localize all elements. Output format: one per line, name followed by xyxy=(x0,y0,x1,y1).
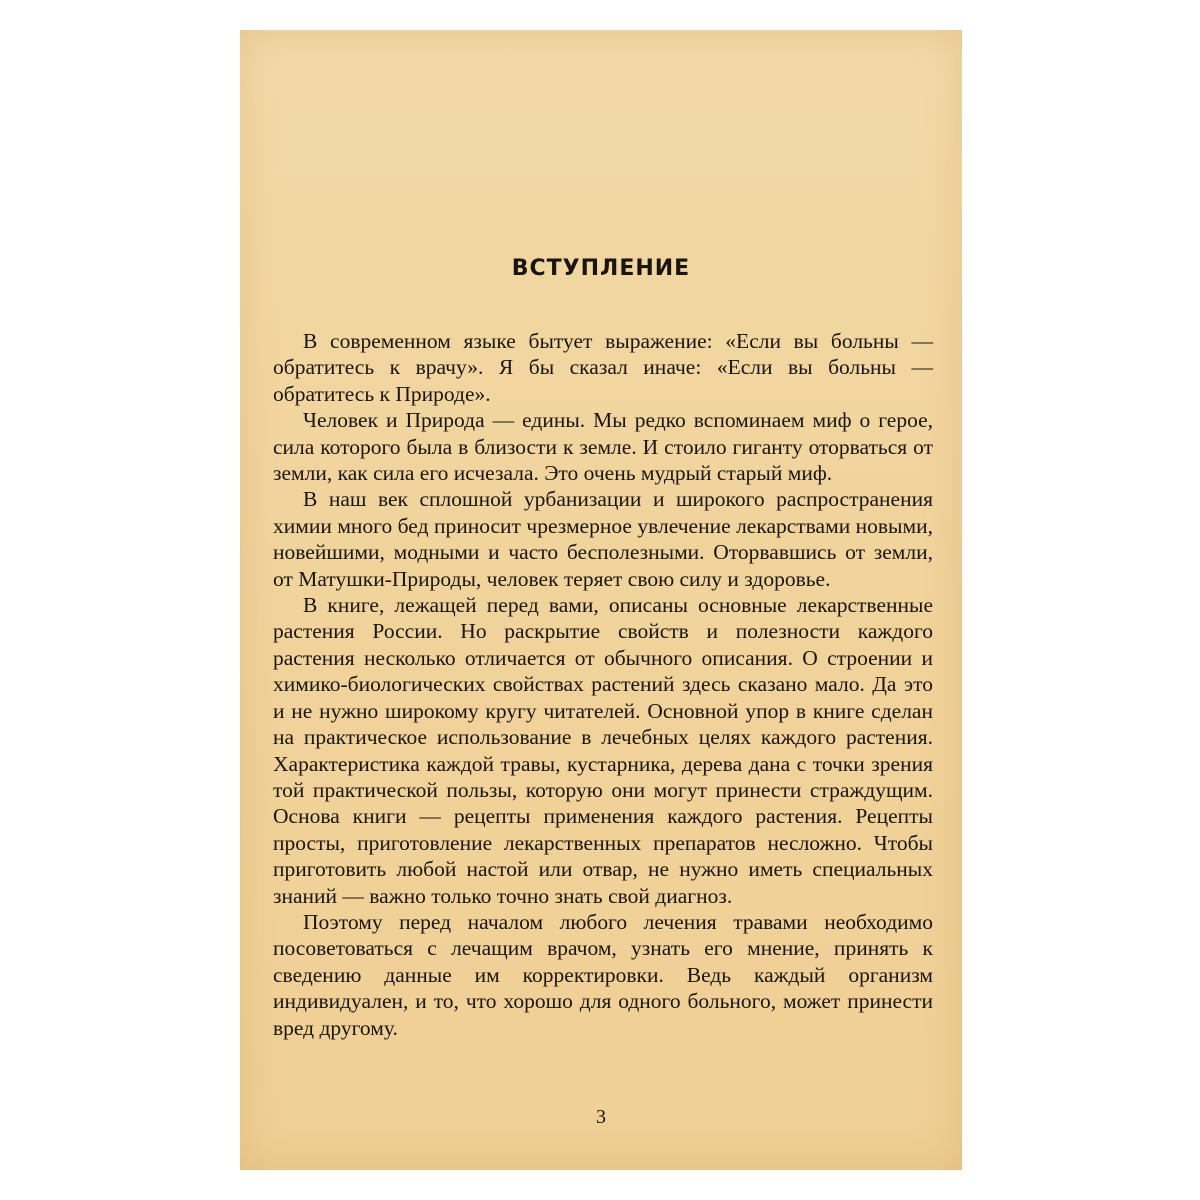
page-number: 3 xyxy=(596,1106,606,1128)
paragraph-5: Поэтому перед началом любого лечения травами необходимо посоветоваться с лечащим врачом, узнать его мнение, принять к сведению данные им корректировки. Ведь каждый организм индивидуален, и то, что хорошо для одного больного, может принести вред другому. xyxy=(273,909,933,1040)
paragraph-3: В наш век сплошной урбанизации и широкого распространения химии много бед приносит чрезмерное увлечение лекарствами новыми, новейшими, модными и часто бесполезными. Оторвавшись от земли, от Матушки-Природы, человек теряет свою силу и здоровье. xyxy=(273,487,933,591)
book-page xyxy=(240,30,962,1170)
body-text xyxy=(273,328,933,1041)
paragraph-1: В современном языке бытует выражение: «Если вы больны — обратитесь к врачу». Я бы сказал иначе: «Если вы больны — обратитесь к Природе». xyxy=(273,329,933,406)
paragraph-4: В книге, лежащей перед вами, описаны основные лекарственные растения России. Но раскрытие свойств и полезности каждого растения несколько отличается от обычного описания. О строении и химико-биологических свойствах растений здесь сказано мало. Да это и не нужно широкому кругу читателей. Основной упор в книге сделан на практическое использование в лечебных целях каждого растения. Характеристика каждой травы, кустарника, дерева дана с точки зрения той практической пользы, которую они могут принести страждущим. Основа книги — рецепты применения каждого растения. Рецепты просты, приготовление лекарственных препаратов несложно. Чтобы приготовить любой настой или отвар, не нужно иметь специальных знаний — важно только точно знать свой диагноз. xyxy=(273,593,933,908)
chapter-heading: ВСТУПЛЕНИЕ xyxy=(511,256,691,281)
paragraph-2: Человек и Природа — едины. Мы редко вспоминаем миф о герое, сила которого была в близости к земле. И стоило гиганту оторваться от земли, как сила его исчезала. Это очень мудрый старый миф. xyxy=(273,408,933,486)
